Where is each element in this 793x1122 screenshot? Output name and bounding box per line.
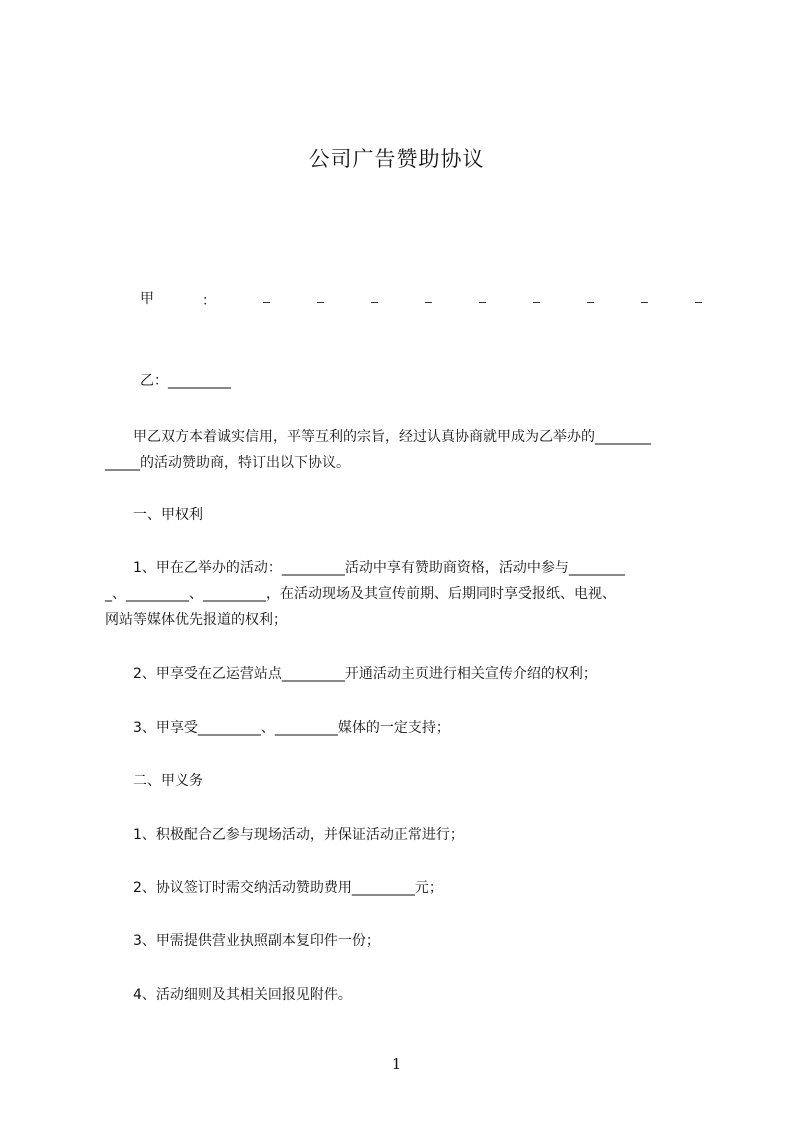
duty-3: 3、甲需提供营业执照副本复印件一份； xyxy=(105,933,380,949)
intro-line-2: _____的活动赞助商，特订出以下协议。 xyxy=(105,455,350,471)
party-a-colon: ： xyxy=(202,293,216,309)
duty-2: 2、协议签订时需交纳活动赞助费用_________元； xyxy=(105,880,443,896)
party-a-line xyxy=(140,288,705,314)
party-b-line: 乙：_________ xyxy=(140,373,231,389)
blank-dash xyxy=(263,302,270,303)
blank-dash xyxy=(317,302,324,303)
blank-dash xyxy=(479,302,486,303)
party-a-label: 甲 xyxy=(140,291,154,307)
right-1-line-2: _、_________、_________，在活动现场及其宣传前期、后期同时享受报纸、电视、 xyxy=(105,586,616,602)
document-title: 公司广告赞助协议 xyxy=(308,147,485,171)
duty-4: 4、活动细则及其相关回报见附件。 xyxy=(105,987,352,1003)
blank-dash xyxy=(533,302,540,303)
blank-dash xyxy=(641,302,648,303)
page-number: 1 xyxy=(391,1055,402,1073)
right-3: 3、甲享受_________、_________媒体的一定支持； xyxy=(105,720,450,736)
blank-dash xyxy=(695,302,702,303)
blank-dash xyxy=(587,302,594,303)
right-2: 2、甲享受在乙运营站点_________开通活动主页进行相关宣传介绍的权利； xyxy=(105,666,597,682)
blank-dash xyxy=(371,302,378,303)
intro-line-1: 甲乙双方本着诚实信用，平等互利的宗旨，经过认真协商就甲成为乙举办的________ xyxy=(105,429,651,445)
section-heading-duties: 二、甲义务 xyxy=(105,773,203,789)
right-1-line-1: 1、甲在乙举办的活动：_________活动中享有赞助商资格，活动中参与________ xyxy=(105,560,625,576)
blank-dash xyxy=(425,302,432,303)
right-1-line-3: 网站等媒体优先报道的权利； xyxy=(105,612,287,628)
section-heading-rights: 一、甲权利 xyxy=(105,507,203,523)
duty-1: 1、积极配合乙参与现场活动，并保证活动正常进行； xyxy=(105,827,464,843)
